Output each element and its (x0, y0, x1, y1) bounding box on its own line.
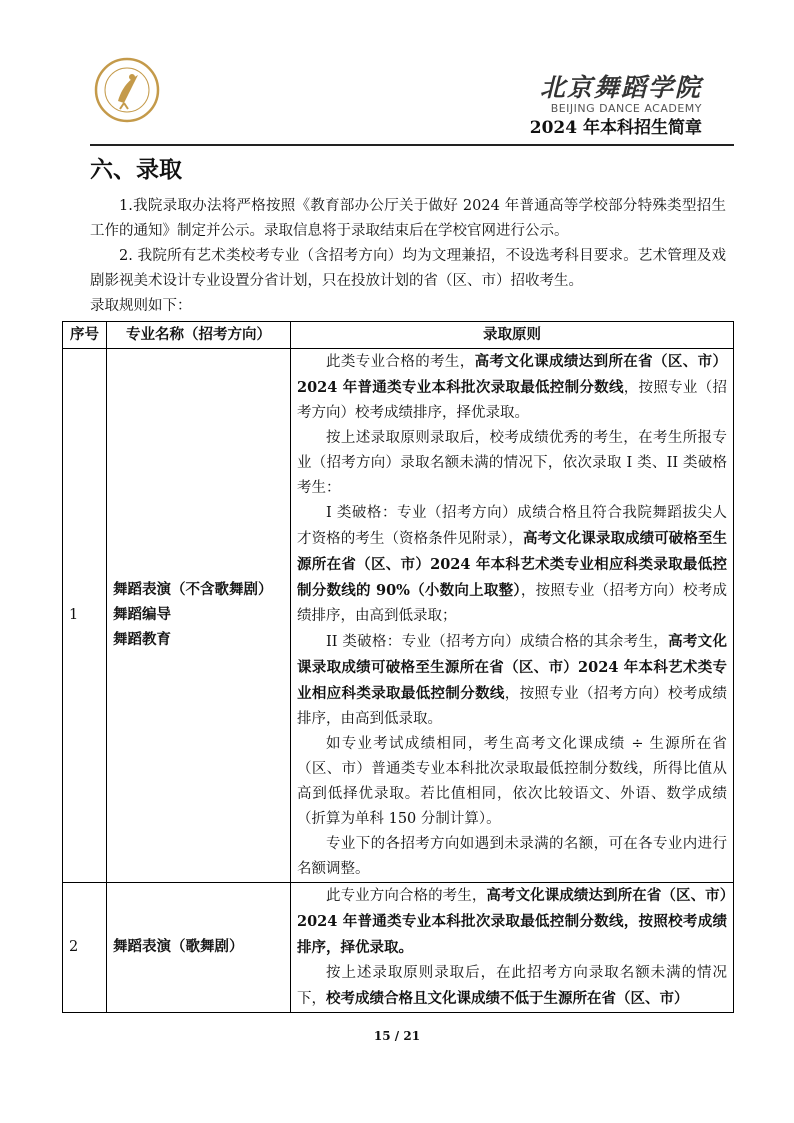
major-name: 舞蹈表演（不含歌舞剧） (113, 582, 273, 598)
table-row (63, 349, 734, 883)
header-major: 专业名称（招考方向） (107, 322, 291, 349)
principle-emphasis: 高考文化课录取成绩可破格至生源所在省（区、市）2024 年本科艺术类专业相应科类录取最低控制分数线的 90%（小数向上取整） (297, 530, 728, 599)
row-index: 2 (63, 883, 107, 1013)
school-name-en: BEIJING DANCE ACADEMY (550, 102, 702, 115)
document-title: 2024 年本科招生简章 (529, 118, 702, 138)
row-principle (291, 883, 734, 1013)
row-majors (107, 883, 291, 1013)
major-name: 舞蹈表演（歌舞剧） (113, 939, 244, 955)
principle-paragraph (297, 961, 727, 1012)
principle-text: I 类破格：专业（招考方向）成绩合格且符合我院舞蹈拔尖人才资格的考生（资格条件见附录）， (297, 505, 727, 547)
major-name: 舞蹈教育 (113, 632, 171, 648)
principle-text: ，按照专业（招考方向）校考成绩排序，由高到低录取； (297, 583, 728, 624)
principle-text: ，按照专业（招考方向）校考成绩排序，择优录取。 (297, 380, 728, 421)
school-name: 北京舞蹈学院 (539, 73, 702, 102)
principle-emphasis: 高考文化课成绩达到所在省（区、市）2024 年普通类专业本科批次录取最低控制分数线 (297, 353, 728, 396)
principle-text: 按上述录取原则录取后，在此招考方向录取名额未满的情况下， (297, 965, 727, 1007)
principle-text: ，按照专业（招考方向）校考成绩排序，由高到低录取。 (297, 686, 727, 727)
row-majors (107, 349, 291, 883)
principle-emphasis: 高考文化课成绩达到所在省（区、市）2024 年普通类专业本科批次录取最低控制分数线，按照校考成绩排序，择优录取。 (297, 887, 728, 956)
principle-emphasis: 高考文化课录取成绩可破格至生源所在省（区、市）2024 年本科艺术类专业相应科类录取最低控制分数线 (297, 633, 727, 702)
principle-paragraph (297, 349, 727, 426)
academy-seal-icon (94, 57, 160, 123)
intro-paragraph-3: 录取规则如下： (90, 298, 192, 314)
principle-text: II 类破格：专业（招考方向）成绩合格的其余考生， (326, 634, 669, 650)
row-index: 1 (63, 349, 107, 883)
intro-text (90, 194, 726, 319)
page-number: 15 / 21 (373, 1029, 421, 1043)
header-index: 序号 (63, 322, 107, 349)
principle-paragraph: 专业下的各招考方向如遇到未录满的名额，可在各专业内进行名额调整。 (297, 836, 727, 877)
row-principle (291, 349, 734, 883)
header-brand (530, 74, 702, 139)
principle-emphasis: 校考成绩合格且文化课成绩不低于生源所在省（区、市） (326, 990, 689, 1007)
principle-text: 此类专业合格的考生， (326, 354, 475, 370)
header-principle: 录取原则 (291, 322, 734, 349)
principle-paragraph: 按上述录取原则录取后，校考成绩优秀的考生，在考生所报专业（招考方向）录取名额未满的情况下，依次录取 I 类、II 类破格考生： (297, 430, 727, 496)
intro-paragraph-2: 2. 我院所有艺术类校考专业（含招考方向）均为文理兼招，不设选考科目要求。艺术管理及戏剧影视美术设计专业设置分省计划，只在投放计划的省（区、市）招收考生。 (90, 248, 726, 289)
table-row (63, 883, 734, 1013)
principle-paragraph (297, 883, 727, 961)
table-header-row (63, 322, 734, 349)
header-divider (90, 144, 734, 146)
academy-logo (94, 57, 160, 123)
principle-paragraph (297, 501, 727, 629)
intro-paragraph-1: 1.我院录取办法将严格按照《教育部办公厅关于做好 2024 年普通高等学校部分特殊类型招生工作的通知》制定并公示。录取信息将于录取结束后在学校官网进行公示。 (90, 198, 726, 239)
principle-paragraph (297, 629, 727, 732)
principle-text: 此专业方向合格的考生， (326, 888, 487, 904)
principle-paragraph: 如专业考试成绩相同，考生高考文化课成绩 ÷ 生源所在省（区、市）普通类专业本科批次录取最低控制分数线，所得比值从高到低择优录取。若比值相同，依次比较语文、外语、数学成绩（折算为单科 150 分制计算）。 (297, 736, 727, 827)
major-name: 舞蹈编导 (113, 607, 171, 623)
admission-rules-table (62, 321, 734, 1013)
section-title: 六、录取 (90, 157, 182, 183)
